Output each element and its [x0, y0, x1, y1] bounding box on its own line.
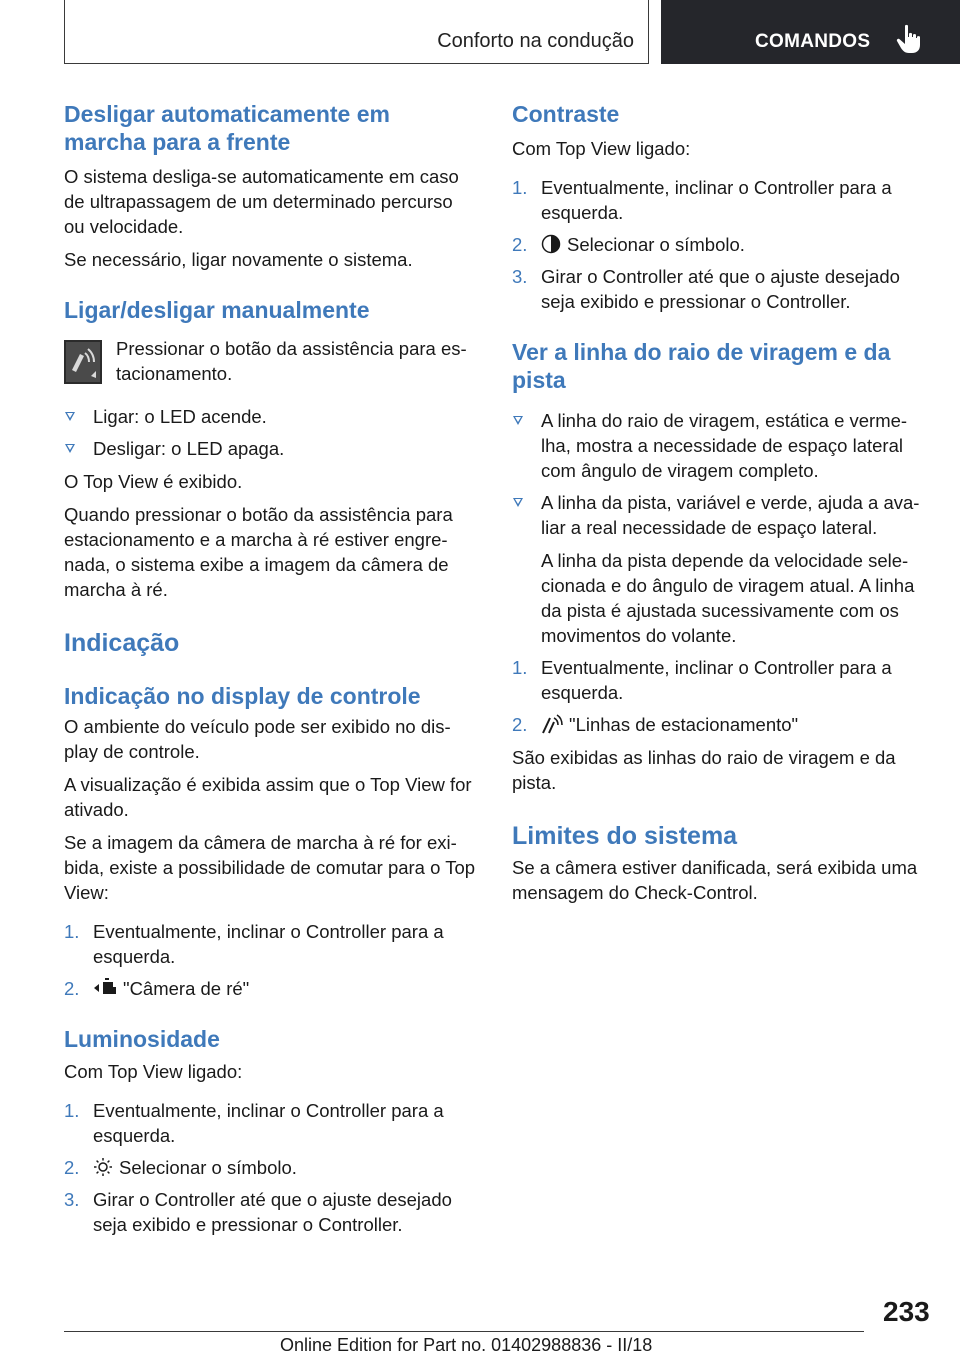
heading-lines: Ver a linha do raio de viragem e da pista: [512, 339, 891, 393]
triangle-bullet-icon: [65, 412, 75, 421]
parking-lines-icon: [541, 714, 563, 734]
list-item: Desligar: o LED apaga.: [64, 436, 476, 461]
list-item: 3. Girar o Controller até que o ajuste desejado seja exibido e pressionar o Controller.: [512, 266, 900, 312]
brightness-icon: [93, 1157, 113, 1177]
heading-contrast: Contraste: [512, 101, 620, 127]
paragraph-auto-off: O sistema desliga-se automaticamente em caso de ultrapassagem de um determinado percurso ou velocidade.: [64, 166, 459, 237]
contrast-icon: [541, 234, 561, 254]
paragraph-press-button: Pressionar o botão da assistência para es-tacionamento.: [116, 338, 467, 384]
list-item: Ligar: o LED acende.: [64, 404, 476, 429]
list-item: 1. Eventualmente, inclinar o Controller para a esquerda.: [64, 921, 444, 967]
triangle-bullet-icon: [513, 416, 523, 425]
header-chapter-label: COMANDOS: [755, 31, 871, 52]
steps-lines: [512, 655, 924, 737]
steps-switch: [64, 919, 476, 1001]
paragraph-visualization: A visualização é exibida assim que o Top View for ativado.: [64, 774, 472, 820]
paragraph-reactivate: Se necessário, ligar novamente o sistema.: [64, 249, 413, 270]
list-item: 3. Girar o Controller até que o ajuste desejado seja exibido e pressionar o Controller.: [64, 1189, 452, 1235]
list-item: A linha da pista, variável e verde, ajuda a ava-liar a real necessidade de espaço lateral.: [512, 490, 924, 540]
header-section-title: Conforto na condução: [437, 30, 634, 52]
heading-indication: Indicação: [64, 629, 180, 657]
heading-brightness: Luminosidade: [64, 1026, 220, 1052]
triangle-bullet-icon: [513, 498, 523, 507]
hand-pointer-icon: [896, 24, 922, 54]
list-item: 1. Eventualmente, inclinar o Controller para a esquerda.: [512, 177, 892, 223]
footer-rule: [64, 1331, 864, 1332]
right-column: [512, 100, 924, 905]
button-instruction: [64, 336, 476, 386]
paragraph-top-view: O Top View é exibido.: [64, 471, 243, 492]
paragraph-lines-shown: São exibidas as linhas do raio de viragem e da pista.: [512, 747, 896, 793]
steps-contrast: [512, 175, 924, 314]
reverse-camera-icon: [93, 978, 117, 998]
list-item: 2. Selecionar o símbolo.: [64, 1157, 297, 1178]
left-column: [64, 100, 476, 1237]
heading-auto-off: Desligar automaticamente em marcha para a frente: [64, 101, 390, 155]
paragraph-switch: Se a imagem da câmera de marcha à ré for exi-bida, existe a possibilidade de comutar para o Top View:: [64, 832, 476, 903]
lines-list: [512, 408, 924, 540]
paragraph-contrast-intro: Com Top View ligado:: [512, 138, 691, 159]
heading-manual: Ligar/desligar manualmente: [64, 297, 370, 323]
list-item: 1. Eventualmente, inclinar o Controller para a esquerda.: [64, 1100, 444, 1146]
led-list: [64, 404, 476, 461]
paragraph-limits: Se a câmera estiver danificada, será exibida uma mensagem do Check-Control.: [512, 857, 918, 903]
triangle-bullet-icon: [65, 444, 75, 453]
list-item: A linha do raio de viragem, estática e verme-lha, mostra a necessidade de espaço lateral com ângulo de viragem completo.: [512, 408, 924, 483]
heading-limits: Limites do sistema: [512, 822, 738, 850]
paragraph-brightness-intro: Com Top View ligado:: [64, 1061, 243, 1082]
park-assist-button-icon: [64, 340, 102, 384]
page-number: 233: [883, 1296, 930, 1327]
heading-display: Indicação no display de controle: [64, 683, 421, 709]
list-item: 2. Selecionar o símbolo.: [512, 234, 745, 255]
paragraph-reverse: Quando pressionar o botão da assistência para estacionamento e a marcha à ré estiver engre-nada, o sistema exibe a imagem da câmera de marcha à ré.: [64, 504, 453, 600]
list-item: 2. "Câmera de ré": [64, 978, 250, 999]
footer-edition: Online Edition for Part no. 01402988836 - II/18: [280, 1335, 653, 1355]
paragraph-lane: A linha da pista depende da velocidade sele-cionada e do ângulo de viragem atual. A linha da pista é ajustada sucessivamente com os movimentos do volante.: [541, 550, 915, 646]
list-item: 2. "Linhas de estacionamento": [512, 714, 799, 735]
steps-brightness: [64, 1098, 476, 1237]
list-item: 1. Eventualmente, inclinar o Controller para a esquerda.: [512, 657, 892, 703]
paragraph-environment: O ambiente do veículo pode ser exibido no dis-play de controle.: [64, 716, 451, 762]
